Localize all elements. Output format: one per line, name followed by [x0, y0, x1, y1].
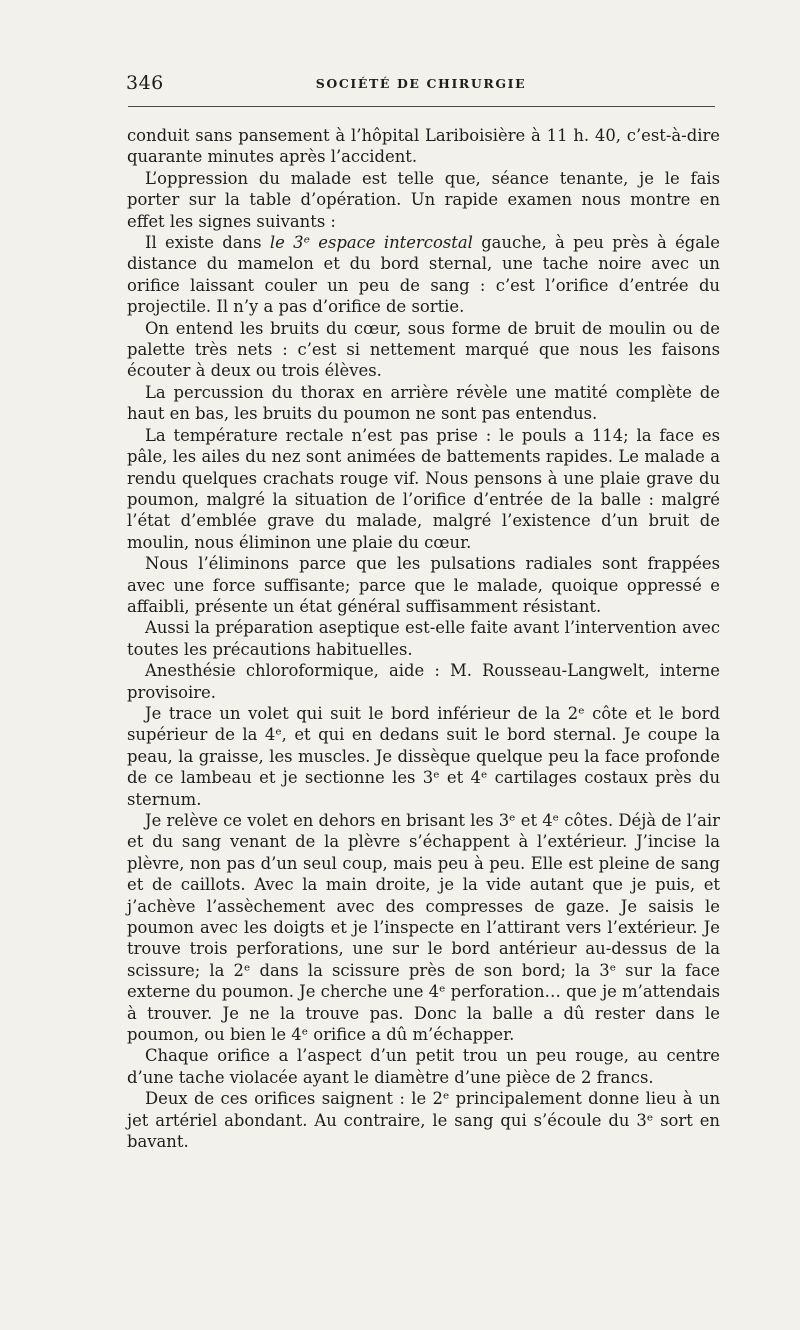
paragraph: [127, 232, 720, 318]
paragraph: On entend les bruits du cœur, sous forme de bruit de moulin ou de palette très nets : c’est si nettement marqué que nous les faisons écouter à deux ou trois élèves.: [127, 318, 720, 381]
paragraph-rest: gauche, à peu près à égale distance du mamelon et du bord sternal, une tache noire avec un orifice laissant couler un peu de sang : c’est l’orifice d’entrée du projectile. Il n’y a pas d’orifice de sortie.: [127, 233, 720, 317]
paragraph: Nous l’éliminons parce que les pulsations radiales sont frappées avec une force suffisante; parce que le malade, quoique oppressé e affaibli, présente un état général suffisamment résistant.: [127, 554, 720, 616]
paragraph: conduit sans pansement à l’hôpital Lariboisière à 11 h. 40, c’est-à-dire quarante minutes après l’accident.: [127, 126, 720, 167]
paragraph-lead: Il existe dans: [145, 233, 262, 253]
paragraph: Anesthésie chloroformique, aide : M. Rousseau-Langwelt, interne provisoire.: [127, 661, 720, 702]
running-title: SOCIÉTÉ DE CHIRURGIE: [315, 76, 527, 91]
emphasis: le 3ᵉ espace intercostal: [269, 233, 473, 253]
paragraph: La percussion du thorax en arrière révèle une matité complète de haut en bas, les bruits du poumon ne sont pas entendus.: [127, 382, 720, 424]
page-number: 346: [126, 72, 164, 94]
paragraph: La température rectale n’est pas prise : le pouls a 114; la face es pâle, les ailes du nez sont animées de battements rapides. Le malade a rendu quelques crachats rouge vif. Nous pensons à une plaie grave du poumon, malgré la situation de l’orifice d’entrée de la balle : malgré l’état d’emblée grave du malade, malgré l’existence d’un bruit de moulin, nous éliminon une plaie du cœur.: [127, 425, 720, 552]
paragraph: Deux de ces orifices saignent : le 2ᵉ principalement donne lieu à un jet artériel abondant. Au contraire, le sang qui s’écoule du 3ᵉ sort en bavant.: [127, 1089, 720, 1152]
paragraph: Chaque orifice a l’aspect d’un petit trou un peu rouge, au centre d’une tache violacée ayant le diamètre d’une pièce de 2 francs.: [127, 1046, 720, 1087]
paragraph: Je trace un volet qui suit le bord inférieur de la 2ᵉ côte et le bord supérieur de la 4ᵉ, et qui en dedans suit le bord sternal. Je coupe la peau, la graisse, les muscles. Je dissèque quelque peu la face profonde de ce lambeau et je sectionne les 3ᵉ et 4ᵉ cartilages costaux près du sternum.: [127, 703, 720, 809]
page-header: [126, 72, 716, 98]
header-rule: [128, 106, 715, 107]
paragraph: Aussi la préparation aseptique est-elle faite avant l’intervention avec toutes les précautions habituelles.: [127, 618, 720, 659]
paragraph: Je relève ce volet en dehors en brisant les 3ᵉ et 4ᵉ côtes. Déjà de l’air et du sang venant de la plèvre s’échappent à l’extérieur. J’incise la plèvre, non pas d’un seul coup, mais peu à peu. Elle est pleine de sang et de caillots. Avec la main droite, je la vide autant que je puis, et j’achève l’assèchement avec des compresses de gaze. Je saisis le poumon avec les doigts et je l’inspecte en l’attirant vers l’extérieur. Je trouve trois perforations, une sur le bord antérieur au-dessus de la scissure; la 2ᵉ dans la scissure près de son bord; la 3ᵉ sur la face externe du poumon. Je cherche une 4ᵉ perforation… que je m’attendais à trouver. Je ne la trouve pas. Donc la balle a dû rester dans le poumon, ou bien le 4ᵉ orifice a dû m’échapper.: [127, 811, 721, 1045]
body-text: [127, 125, 720, 1153]
paragraph: L’oppression du malade est telle que, séance tenante, je le fais porter sur la table d’opération. Un rapide examen nous montre en effet les signes suivants :: [127, 168, 720, 231]
